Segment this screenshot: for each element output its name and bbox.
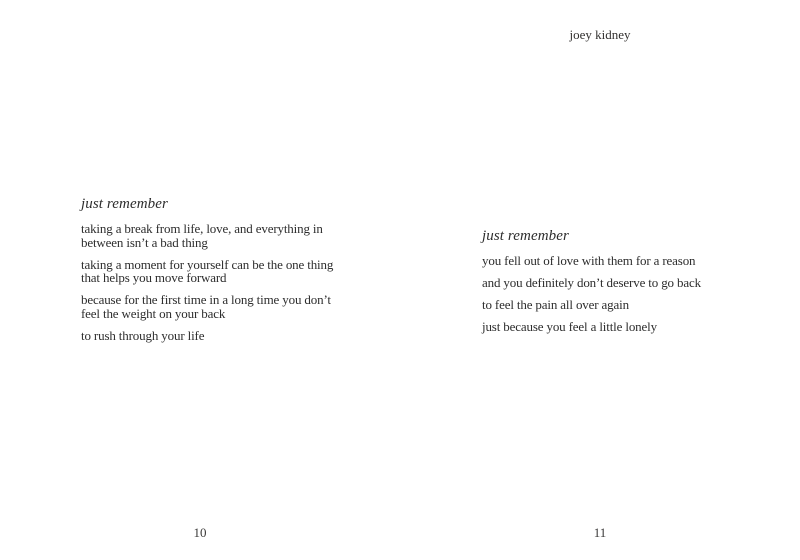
stanza xyxy=(482,276,782,290)
poem-line: taking a break from life, love, and everything in xyxy=(81,221,323,236)
poem-line: feel the weight on your back xyxy=(81,305,226,321)
poem-line: because for the first time in a long time you don’t xyxy=(81,292,331,307)
stanza xyxy=(81,293,386,320)
page-number-left: 10 xyxy=(193,525,207,540)
stanza xyxy=(81,329,386,343)
poem-line: that helps you move forward xyxy=(81,270,227,285)
poem-title: just remember xyxy=(81,196,168,212)
poem-line: to rush through your life xyxy=(81,327,205,343)
poem-line: taking a moment for yourself can be the one thing xyxy=(81,256,334,272)
poem-line: to feel the pain all over again xyxy=(482,297,629,312)
poem-line: and you definitely don’t deserve to go back xyxy=(482,275,701,290)
stanza xyxy=(482,254,782,268)
stanza xyxy=(81,222,386,249)
poem-line: just because you feel a little lonely xyxy=(482,319,657,334)
page-number-right: 11 xyxy=(593,525,607,540)
poem-left-page xyxy=(81,196,386,351)
running-header-author: joey kidney xyxy=(569,27,631,42)
poem-title: just remember xyxy=(482,228,569,244)
stanza xyxy=(81,258,386,285)
poem-line: between isn’t a bad thing xyxy=(81,234,208,250)
poem-right-page xyxy=(482,228,782,342)
poem-line: you fell out of love with them for a reason xyxy=(482,253,696,268)
stanza xyxy=(482,320,782,334)
stanza xyxy=(482,298,782,312)
